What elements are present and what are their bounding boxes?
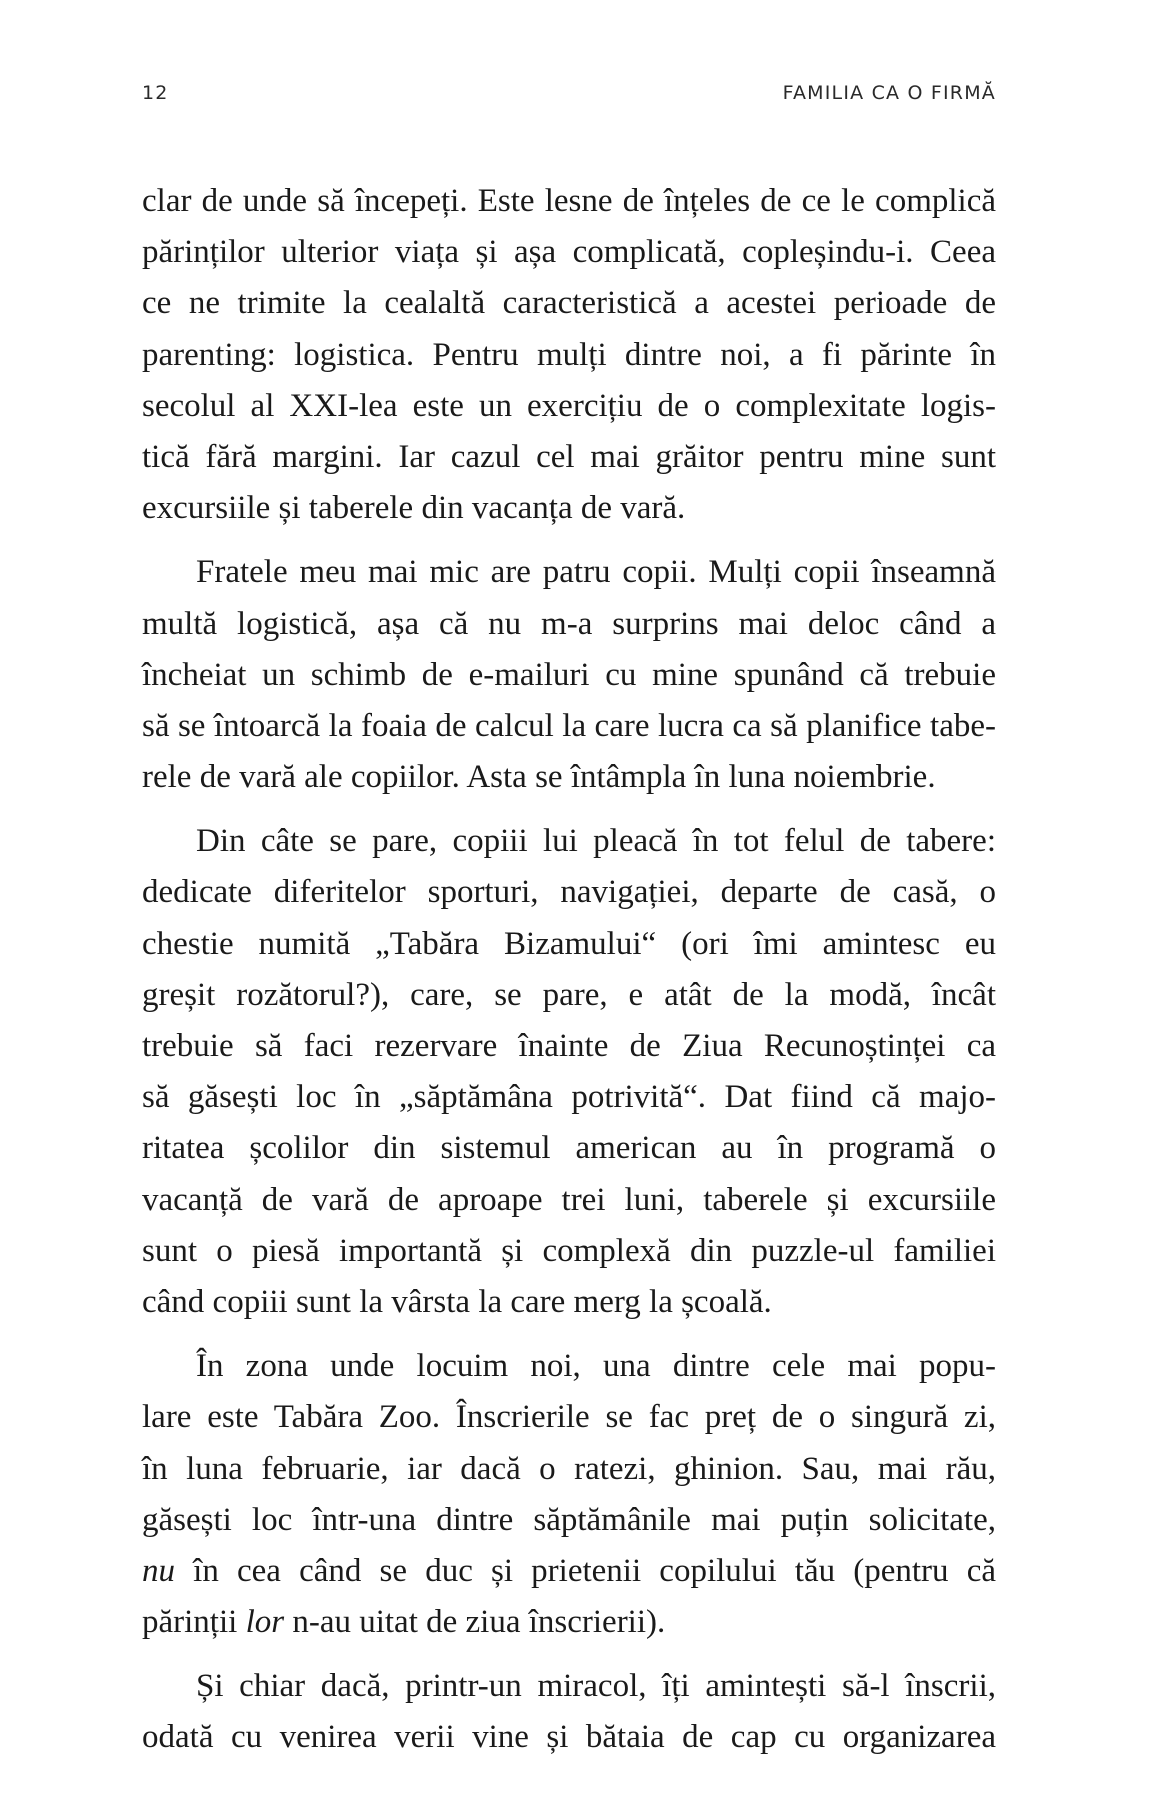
- text-line: Din câte se pare, copiii lui pleacă în tot felul de tabere:: [196, 823, 996, 860]
- paragraph-1: [142, 176, 996, 534]
- body-text: [142, 176, 996, 1764]
- text-line: secolul al XXI-lea este un exercițiu de o complexitate logis-: [142, 387, 996, 424]
- paragraph-2: [142, 547, 996, 803]
- text-line: greșit rozătorul?), care, se pare, e atât de la modă, încât: [142, 976, 996, 1013]
- paragraph-3: [142, 816, 996, 1328]
- italic-emphasis: lor: [245, 1604, 285, 1641]
- text-line: tică fără margini. Iar cazul cel mai grăitor pentru mine sunt: [142, 438, 996, 475]
- text-line: multă logistică, așa că nu m-a surprins mai deloc când a: [142, 605, 996, 642]
- page-header: [142, 82, 996, 112]
- text-line: vacanță de vară de aproape trei luni, taberele și excursiile: [142, 1181, 996, 1218]
- text-line: odată cu venirea verii vine și bătaia de cap cu organizarea: [142, 1719, 996, 1756]
- paragraph-5: [142, 1661, 996, 1763]
- text-fragment: părinții: [142, 1604, 246, 1641]
- text-line: parenting: logistica. Pentru mulți dintre noi, a fi părinte în: [142, 336, 996, 373]
- running-title: FAMILIA CA O FIRMĂ: [782, 82, 996, 104]
- text-line: dedicate diferitelor sporturi, navigației, departe de casă, o: [142, 874, 996, 911]
- italic-emphasis: nu: [142, 1552, 175, 1589]
- page-number: 12: [142, 82, 169, 104]
- text-fragment: n-au uitat de ziua înscrierii).: [284, 1604, 666, 1641]
- text-line: Și chiar dacă, printr-un miracol, îți amintești să-l înscrii,: [196, 1668, 996, 1705]
- text-line: În zona unde locuim noi, una dintre cele mai popu-: [196, 1348, 996, 1385]
- text-line: găsești loc într-una dintre săptămânile mai puțin solicitate,: [142, 1501, 996, 1538]
- text-line: [142, 1546, 996, 1597]
- text-line: sunt o piesă importantă și complexă din puzzle-ul familiei: [142, 1232, 996, 1269]
- text-line: clar de unde să începeți. Este lesne de înțeles de ce le complică: [142, 183, 996, 219]
- paragraph-4: [142, 1341, 996, 1648]
- text-line: în luna februarie, iar dacă o ratezi, ghinion. Sau, mai rău,: [142, 1450, 996, 1487]
- text-line: [142, 1597, 996, 1648]
- text-line: ritatea școlilor din sistemul american au în programă o: [142, 1130, 996, 1167]
- text-line: când copiii sunt la vârsta la care merg la școală.: [142, 1283, 772, 1320]
- text-line: rele de vară ale copiilor. Asta se întâmpla în luna noiembrie.: [142, 759, 936, 796]
- text-line: Fratele meu mai mic are patru copii. Mulți copii înseamnă: [196, 554, 996, 591]
- text-line: încheiat un schimb de e-mailuri cu mine spunând că trebuie: [142, 656, 996, 693]
- text-line: trebuie să faci rezervare înainte de Ziua Recunoștinței ca: [142, 1028, 996, 1064]
- text-fragment: în cea când se duc și prietenii copilului tău (pentru că: [175, 1552, 996, 1589]
- text-line: să se întoarcă la foaia de calcul la care lucra ca să planifice tabe-: [142, 707, 996, 744]
- text-line: părinților ulterior viața și așa complicată, copleșindu-i. Ceea: [142, 234, 996, 271]
- text-line: lare este Tabăra Zoo. Înscrierile se fac preț de o singură zi,: [142, 1399, 996, 1436]
- text-line: ce ne trimite la cealaltă caracteristică a acestei perioade de: [142, 285, 996, 322]
- text-line: să găsești loc în „săptămâna potrivită“. Dat fiind că majo-: [142, 1079, 996, 1116]
- text-line: excursiile și taberele din vacanța de vară.: [142, 490, 686, 527]
- text-line: chestie numită „Tabăra Bizamului“ (ori îmi amintesc eu: [142, 925, 996, 962]
